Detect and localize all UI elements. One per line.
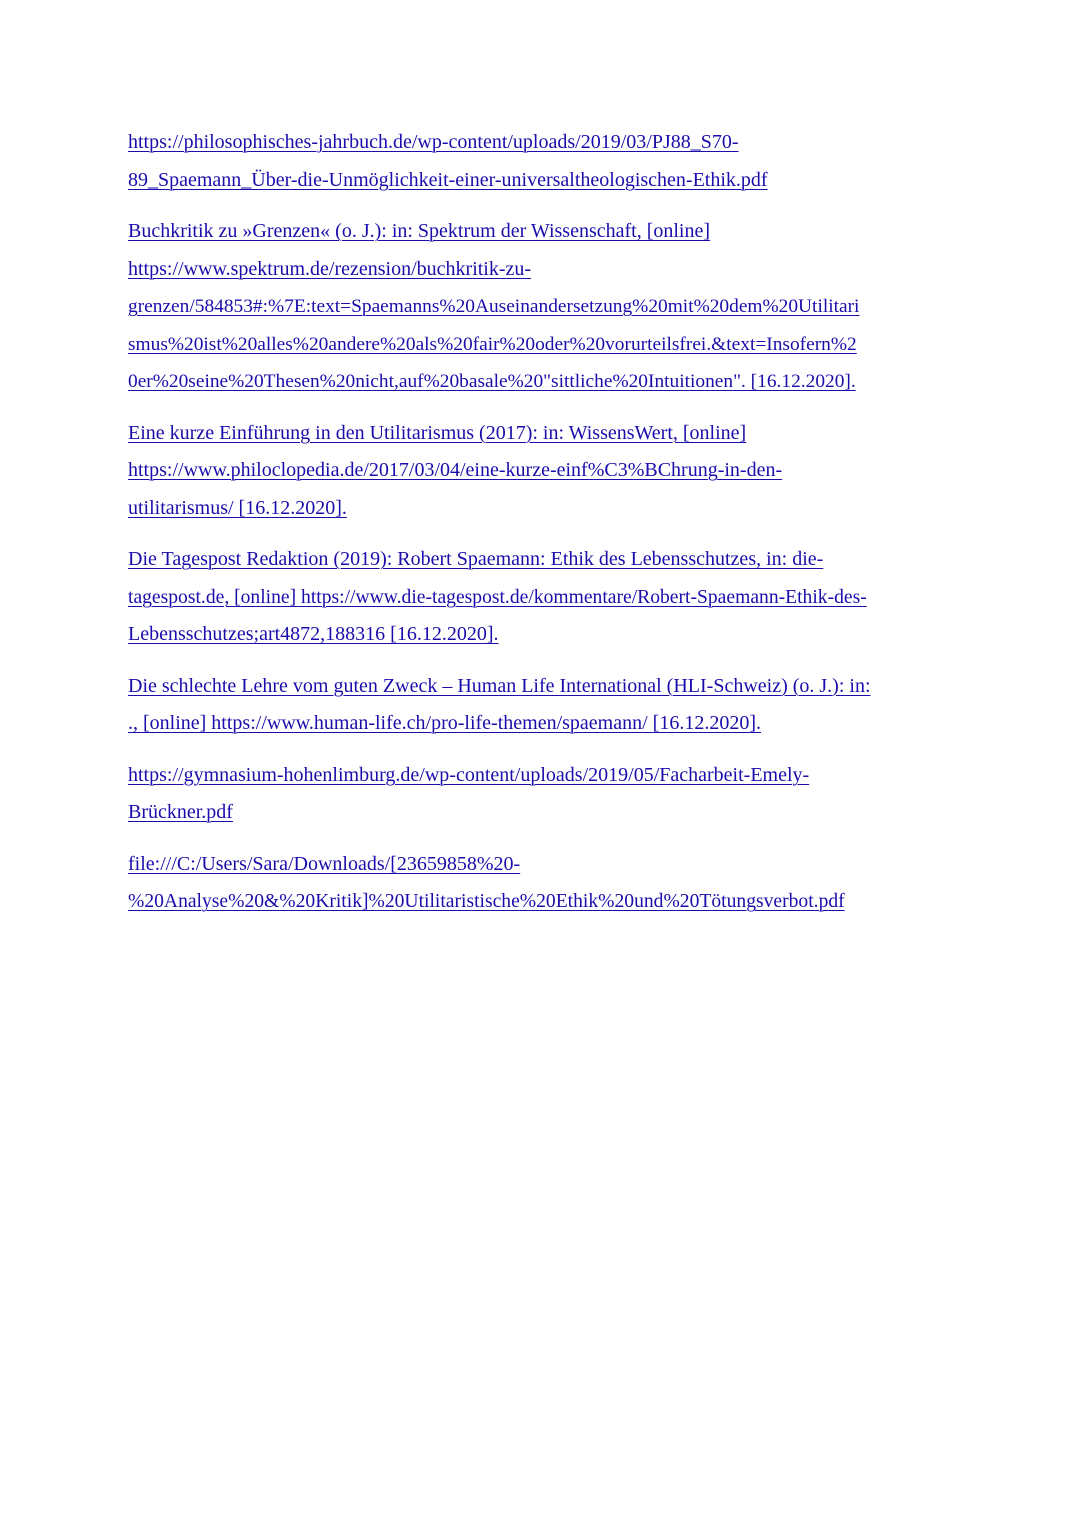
reference-link[interactable]: smus%20ist%20alles%20andere%20als%20fair%20oder%20vorurteilsfrei.&text=Insofern%2 (128, 333, 857, 355)
reference-link[interactable]: https://gymnasium-hohenlimburg.de/wp-content/uploads/2019/05/Facharbeit-Emely- (128, 763, 810, 786)
reference-entry-2[interactable] (128, 213, 968, 401)
reference-link[interactable]: %20Analyse%20&%20Kritik]%20Utilitaristische%20Ethik%20und%20Tötungsverbot.pdf (128, 891, 845, 912)
reference-link[interactable]: https://www.philoclopedia.de/2017/03/04/eine-kurze-einf%C3%BChrung-in-den- (128, 459, 783, 481)
reference-entry-6[interactable] (128, 757, 968, 832)
reference-entry-3[interactable] (128, 415, 968, 528)
reference-link[interactable]: 89_Spaemann_Über-die-Unmöglichkeit-einer-universaltheologischen-Ethik.pdf (128, 168, 768, 191)
reference-link[interactable]: ., [online] https://www.human-life.ch/pro-life-themen/spaemann/ [16.12.2020]. (128, 712, 761, 734)
reference-link[interactable]: utilitarismus/ [16.12.2020]. (128, 496, 347, 519)
reference-link[interactable]: Lebensschutzes;art4872,188316 [16.12.2020]. (128, 623, 499, 645)
reference-link[interactable]: https://www.spektrum.de/rezension/buchkritik-zu- (128, 257, 532, 280)
reference-link[interactable]: Die Tagespost Redaktion (2019): Robert Spaemann: Ethik des Lebensschutzes, in: die- (128, 548, 824, 570)
reference-link[interactable]: Eine kurze Einführung in den Utilitarismus (2017): in: WissensWert, [online] (128, 421, 747, 444)
reference-link[interactable]: https://philosophisches-jahrbuch.de/wp-content/uploads/2019/03/PJ88_S70- (128, 131, 739, 153)
reference-entry-7[interactable] (128, 846, 968, 921)
reference-entry-4[interactable] (128, 541, 968, 654)
reference-link[interactable]: file:///C:/Users/Sara/Downloads/[23659858%20- (128, 852, 521, 875)
reference-link[interactable]: Brückner.pdf (128, 801, 233, 823)
reference-entry-5[interactable] (128, 668, 968, 743)
reference-list (128, 124, 968, 935)
reference-link[interactable]: 0er%20seine%20Thesen%20nicht,auf%20basale%20"sittliche%20Intuitionen". [16.12.2020]. (128, 371, 856, 392)
reference-link[interactable]: Die schlechte Lehre vom guten Zweck – Human Life International (HLI-Schweiz) (o. J.): in: (128, 674, 871, 697)
reference-link[interactable]: Buchkritik zu »Grenzen« (o. J.): in: Spektrum der Wissenschaft, [online] (128, 220, 711, 242)
reference-entry-1[interactable] (128, 124, 968, 199)
reference-link[interactable]: grenzen/584853#:%7E:text=Spaemanns%20Auseinandersetzung%20mit%20dem%20Utilitari (128, 296, 860, 317)
reference-link[interactable]: tagespost.de, [online] https://www.die-tagespost.de/kommentare/Robert-Spaemann-Ethik-des- (128, 586, 867, 608)
